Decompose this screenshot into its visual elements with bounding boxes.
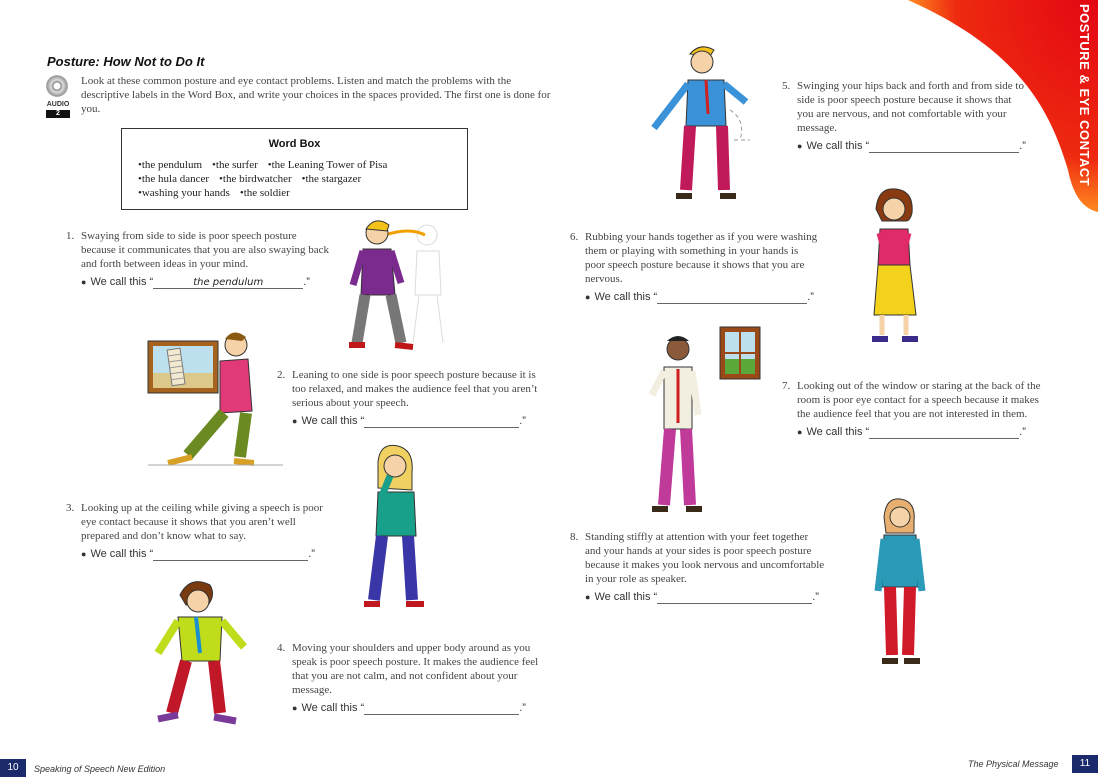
answer-input-4[interactable] (364, 702, 519, 715)
item-text: Looking out of the window or staring at the back of the room is poor eye contact for a speech because it makes the audience feel that you are not interested in them. (797, 380, 1041, 420)
word-box-row (138, 159, 397, 171)
section-side-tab (1068, 0, 1098, 200)
answer-line: ● We call this “ .” (585, 291, 814, 303)
exercise-item-6 (570, 230, 820, 304)
instructions: Look at these common posture and eye contact problems. Listen and match the problems with the descriptive labels in the Word Box, and write your choices in the spaces provided. The first one is done for you. (81, 75, 551, 115)
word-option: •the hula dancer (138, 173, 210, 185)
we-call-this-label: We call this (594, 591, 651, 603)
item-text: Rubbing your hands together as if you were washing them or playing with something in your hands is poor speech posture because it shows that you are nervous. (585, 231, 818, 285)
exercise-item-7 (782, 379, 1052, 439)
we-call-this-label: We call this (806, 426, 863, 438)
exercise-item-1 (66, 229, 331, 289)
item-number: 8. (570, 531, 579, 543)
answer-input-7[interactable] (869, 426, 1019, 439)
birdwatcher-illustration (640, 325, 765, 520)
exercise-item-2 (277, 368, 547, 428)
item-number: 6. (570, 231, 579, 243)
page-title: Posture: How Not to Do It (47, 54, 205, 69)
item-number: 1. (66, 230, 75, 242)
word-option: •washing your hands (138, 187, 230, 199)
section-tab-label: POSTURE & EYE CONTACT (1077, 4, 1092, 187)
word-box-row (138, 173, 371, 185)
word-option: •the stargazer (301, 173, 362, 185)
leaning-tower-illustration (148, 325, 286, 470)
hula-dancer-illustration (650, 40, 770, 210)
soldier-figure-illustration (870, 495, 930, 675)
item-number: 4. (277, 642, 286, 654)
word-option: •the soldier (239, 187, 290, 199)
answer-input-1[interactable]: the pendulum (153, 276, 303, 289)
word-option: •the birdwatcher (219, 173, 292, 185)
we-call-this-label: We call this (594, 291, 651, 303)
answer-line: ● We call this “ .” (81, 548, 315, 560)
word-option: •the pendulum (138, 159, 203, 171)
audio-cd-icon[interactable] (46, 75, 68, 97)
we-call-this-label: We call this (806, 140, 863, 152)
washing-hands-illustration (860, 185, 930, 350)
we-call-this-label: We call this (90, 276, 147, 288)
stargazer-figure-illustration (360, 442, 430, 612)
item-text: Swaying from side to side is poor speech posture because it communicates that you are also swaying back and forth between ideas in your mind. (81, 230, 330, 270)
exercise-item-8 (570, 530, 825, 604)
exercise-item-3 (66, 501, 336, 561)
item-number: 7. (782, 380, 791, 392)
answer-line: ● We call this “ .” (797, 140, 1026, 152)
answer-input-8[interactable] (657, 591, 812, 604)
item-text: Swinging your hips back and forth and from side to side is poor speech posture because it shows that you are nervous, and not comfortable with your message. (797, 80, 1024, 134)
audio-track-badge (46, 101, 70, 118)
exercise-item-5 (782, 79, 1026, 153)
we-call-this-label: We call this (301, 702, 358, 714)
audio-number: 2 (46, 110, 70, 118)
exercise-item-4 (277, 641, 547, 715)
word-box-row (138, 187, 300, 199)
item-text: Standing stiffly at attention with your feet together and your hands at your sides is poor speech posture because it makes you look nervous and uncomfortable in your role as speaker. (585, 531, 825, 585)
item-number: 2. (277, 369, 286, 381)
we-call-this-label: We call this (90, 548, 147, 560)
answer-line: ● We call this “ .” (292, 415, 526, 427)
answer-input-2[interactable] (364, 415, 519, 428)
answer-input-5[interactable] (869, 140, 1019, 153)
item-text: Moving your shoulders and upper body around as you speak is poor speech posture. It makes the audience feel that you are not calm, and not confident about your message. (292, 642, 539, 696)
answer-line: ● We call this “ .” (292, 702, 526, 714)
word-option: •the Leaning Tower of Pisa (267, 159, 388, 171)
word-option: •the surfer (212, 159, 258, 171)
pendulum-figure-illustration (335, 215, 455, 355)
item-text: Looking up at the ceiling while giving a speech is poor eye contact because it shows that you aren’t well prepared and don’t know what to say. (81, 502, 323, 542)
answer-line: ● We call this “ the pendulum .” (81, 276, 310, 288)
answer-line: ● We call this “ .” (797, 426, 1026, 438)
surfer-figure-illustration (150, 575, 265, 730)
item-number: 5. (782, 80, 791, 92)
word-box (121, 128, 468, 210)
word-box-title: Word Box (268, 138, 321, 150)
item-text: Leaning to one side is poor speech posture because it is too relaxed, and makes the audience feel that you aren’t serious about your speech. (292, 369, 538, 409)
right-footer-text: The Physical Message (968, 759, 1059, 769)
answer-input-3[interactable] (153, 548, 308, 561)
left-footer-text: Speaking of Speech New Edition (34, 764, 166, 774)
audio-label: AUDIO (46, 101, 70, 108)
answer-line: ● We call this “ .” (585, 591, 819, 603)
item-number: 3. (66, 502, 75, 514)
right-page-number: 11 (1072, 755, 1098, 773)
left-page-number: 10 (0, 759, 26, 777)
we-call-this-label: We call this (301, 415, 358, 427)
answer-input-6[interactable] (657, 291, 807, 304)
